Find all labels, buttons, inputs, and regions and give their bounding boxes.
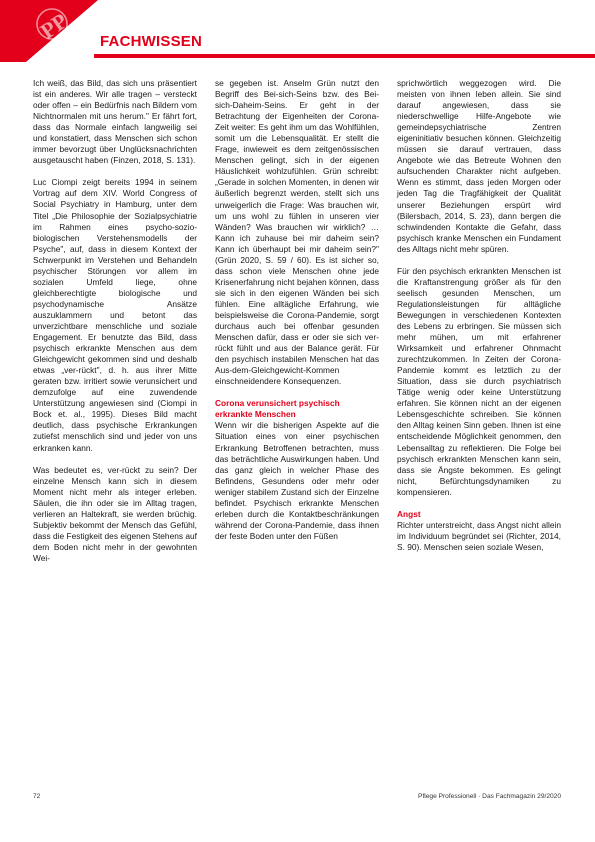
logo-text: PP [35, 7, 72, 44]
logo-corner [0, 0, 98, 62]
publication-info: Pflege Professionell · Das Fachmagazin 29/2020 [418, 793, 561, 800]
subheading-angst: Angst [397, 508, 421, 519]
column-1 [33, 78, 197, 575]
paragraph: Was bedeutet es, ver-rückt zu sein? Der einzelne Mensch kann sich in diesem Moment nicht mehr als integer erleben. Säulen, die ihn oder sie im Alltag tragen, verlieren an Haltekraft, sie werden brüchig. Subjektiv bekommt der Mensch das Gefühl, dass die Festigkeit des eigenen Stehens auf dem Boden nicht mehr in der gewohnten Wei- [33, 464, 197, 563]
column-2 [215, 78, 379, 542]
paragraph: Wenn wir die bisherigen Aspekte auf die Situation eines von einer psychischen Erkrankung Betroffenen betrachten, muss das beträchtliche Auswirkungen haben. Und das ganz gleich in welcher Phase des Befindens, Gesundens oder mehr oder weniger stabilem Zustand sich der Einzelne befindet. Psychisch erkrankte Menschen erleben durch die Kontaktbeschränkungen während der Corona-Pandemie, dass ihnen der feste Boden unter den Füßen [215, 420, 379, 541]
paragraph: Luc Ciompi zeigt bereits 1994 in seinem Vortrag auf dem XIV. World Congress of Social Psychiatry in Hamburg, unter dem Titel „Die Philosophie der Sozialpsychiatrie im Rahmen eines psycho-sozio-biologischen Verstehensmodells der Psyche", auf, dass in diesem Kontext der Schwerpunkt im Verstehen und Behandeln psychischer Störungen vor allem im sozialen Umfeld liege, ohne gleichberechtigte biologische und psychodynamische Ansätze auszuklammern und betont das unverzichtbare menschliche und soziale Engagement. Er benutzte das Bild, dass psychisch erkrankte Menschen aus dem Gleichgewicht gekommen sind und deshalb etwas „ver-rückt", d. h. aus ihrer Mitte geraten bzw. irritiert sowie verunsichert und demzufolge auf eine zuwendende Unterstützung angewiesen sind (Ciompi in Bock et. al., 1995). Dieses Bild macht deutlich, dass psychische Erkrankungen zutiefst menschlich sind und jeder von uns erkranken kann. [33, 177, 197, 453]
paragraph: Ich weiß, das Bild, das sich uns präsentiert ist ein anderes. Wir alle tragen – versteckt oder offen – ein Bedürfnis nach Bildern vom Nichtnormalen mit uns herum." Er fährt fort, dass das Normale einfach langweilig sei und konstatiert, dass Menschen sich schon immer bevorzugt über Unglücksnachrichten ausgetauscht haben (Finzen, 2018, S. 131). [33, 78, 197, 166]
subheading-corona: Corona verunsichert psychisch erkrankte Menschen [215, 398, 340, 420]
paragraph: Für den psychisch erkrankten Menschen ist die Kraftanstrengung größer als für den seelisch gesunden Menschen, um Regulationsleistungen für alltägliche Bewegungen in verschiedenen Kontexten des Lebens zu erbringen. Sie müssen sich mehr mühen, um mit erfahrener Wirksamkeit und erfahrener Ohnmacht zurechtzukommen. In Zeiten der Corona-Pandemie kommt es letztlich zu der Situation, dass sie durch psychiatrisch Tätige wenig oder keine Unterstützung erfahren. Sie können nicht an der eigenen Lebensgeschichte schreiben. Sie können den Alltag keinen Sinn geben. Ihnen ist eine entscheidende Möglichkeit genommen, den Lebensalltag zu reflektieren. Die Folge bei psychisch erkrankten Menschen kann sein, dass sie Ängste bekommen. Es gelingt nicht, Befürchtungsdynamiken zu kompensieren. [397, 265, 561, 497]
header-rule [94, 54, 595, 58]
paragraph: sprichwörtlich weggezogen wird. Die meisten von ihnen leben allein. Sie sind darauf angewiesen, dass sie niederschwellige Hilfe-Angebote wie gemeindepsychiatrische Zentren eigeninitiativ besuchen können. Gleichzeitig müssen sie darauf vertrauen, dass Angebote wie das Betreute Wohnen den aufsuchenden Charakter nicht aufgeben. Wenn es stimmt, dass jeden Morgen oder jeden Tag die Tragfähigkeit der Qualität unserer Beziehungen erspürt wird (Bilersbach, 2014, S. 23), dann bergen die schwindenden Kontakte die Gefahr, dass psychisch kranke Menschen ein Fundament des Alltags nicht mehr spüren. [397, 78, 561, 254]
section-title: FACHWISSEN [100, 33, 203, 50]
page-number: 72 [33, 793, 41, 800]
paragraph: se gegeben ist. Anselm Grün nutzt den Begriff des Bei-sich-Seins bzw. des Bei-sich-Daheim-Seins. Er geht in der Betrachtung der Eigenheiten der Corona-Zeit weiter: Es geht ihm um das Wohlfühlen, somit um die Lebensqualität. Er stellt die Frage, inwieweit es dem zeitgenössischen Menschen gelingt, sich in der eigenen Häuslichkeit wohlzufühlen. Grün schreibt: „Gerade in solchen Momenten, in denen wir äußerlich begrenzt werden, stellt sich uns unweigerlich die Frage: Was brauchen wir, um uns wohl zu fühlen in unseren vier Wänden? Was brauchen wir wirklich? … Kann ich zuhause bei mir daheim sein? Kann ich überhaupt bei mir daheim sein?" (Grün 2020, S. 59 / 60). Es ist sicher so, dass schon viele Menschen ohne jede Krisenerfahrung nicht bejahen können, dass sie sich in den eigenen Wänden bei sich fühlen. Eine alltägliche Erfahrung, wie beispielsweise die Corona-Pandemie, sorgt durchaus auch bei offenbar gesunden Menschen dafür, dass er oder sie sich ver-rückt fühlt und aus der Balance gerät. Für den psychisch instabilen Menschen hat das Aus-dem-Gleichgewicht-Kommen einschneidendere Konsequenzen. [215, 78, 379, 387]
column-3 [397, 78, 561, 553]
paragraph: Richter unterstreicht, dass Angst nicht allein im Individuum begründet sei (Richter, 2014, S. 90). Menschen seien soziale Wesen, [397, 519, 561, 552]
